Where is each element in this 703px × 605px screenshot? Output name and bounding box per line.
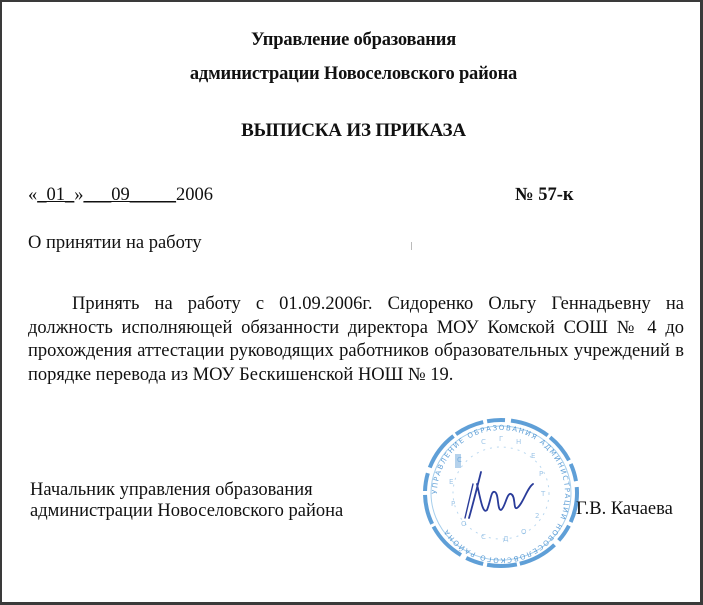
signatory-role (30, 480, 390, 522)
signatory-role-line-1: Начальник управления образования (30, 480, 313, 500)
order-number: № 57-к (515, 185, 574, 205)
svg-text:Н: Н (516, 438, 522, 446)
date-day: _01_ (37, 185, 75, 205)
svg-text:Г: Г (499, 435, 504, 443)
svg-text:УПРАВЛЕНИЕ ОБРАЗОВАНИЯ АДМИНИС: УПРАВЛЕНИЕ ОБРАЗОВАНИЯ АДМИНИСТРАЦИИ НОВОСЕЛОВСКОГО РАЙОНА (430, 423, 572, 565)
svg-text:Е: Е (531, 452, 536, 460)
scan-artifact (411, 242, 412, 250)
signatory-role-line-2: администрации Новоселовского района (30, 501, 344, 521)
svg-text:2: 2 (535, 512, 540, 520)
svg-text:С: С (481, 438, 486, 446)
order-body-text: Принять на работу с 01.09.2006г. Сидоренко Ольгу Геннадьевну на должность исполняющей обязанности директора МОУ Комской СОШ № 4 до прохождения аттестации руководящих работников образовательных учреждений в порядке перевода из МОУ Бескишенской НОШ № 19. (28, 294, 684, 385)
svg-text:О: О (521, 528, 527, 536)
date-close-quote: » (74, 185, 84, 205)
date-month: ___09_____ (83, 185, 176, 205)
order-body (28, 293, 684, 387)
svg-text:С: С (457, 456, 462, 464)
issuer-line-1: Управление образования (250, 30, 457, 50)
document-title: ВЫПИСКА ИЗ ПРИКАЗА (241, 120, 466, 141)
date-open-quote: « (28, 185, 38, 205)
svg-text:Е: Е (449, 478, 454, 486)
svg-text:С: С (481, 533, 486, 541)
signatory-name: Г.В. Качаева (576, 499, 673, 519)
svg-text:Д: Д (503, 535, 509, 543)
svg-text:Р: Р (451, 500, 456, 508)
date-year: 2006 (176, 185, 213, 205)
svg-text:Т: Т (541, 490, 546, 498)
issuer-line-2: администрации Новоселовского района (189, 64, 518, 84)
official-stamp-icon (421, 414, 581, 572)
order-subject: О принятии на работу (28, 233, 202, 253)
order-date (28, 185, 213, 206)
signature-scribble (469, 472, 533, 518)
svg-text:Р: Р (539, 470, 544, 478)
svg-text:О: О (461, 520, 467, 528)
